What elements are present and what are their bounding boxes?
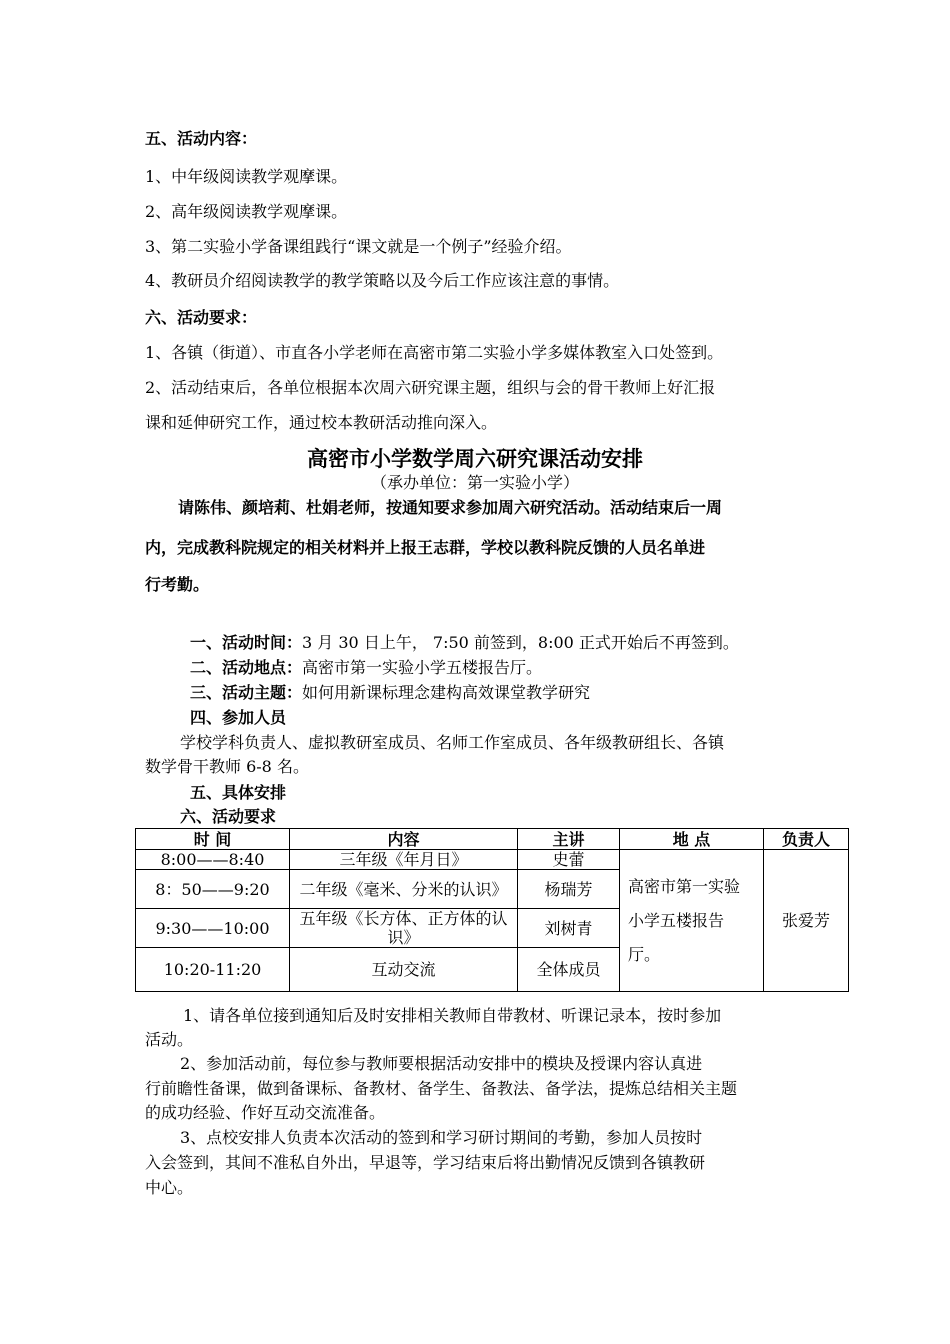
requirement-line: 1、请各单位接到通知后及时安排相关教师自带教材、听课记录本，按时参加 — [183, 1006, 722, 1025]
activity-theme-label: 三、活动主题： — [190, 683, 303, 702]
requirement-line: 3、点校安排人负责本次活动的签到和学习研讨期间的考勤，参加人员按时 — [180, 1128, 703, 1147]
speaker-cell: 刘树青 — [518, 909, 620, 948]
venue-cell: 高密市第一实验小学五楼报告厅。 — [620, 850, 764, 992]
time-cell: 8：50——9:20 — [136, 870, 290, 909]
content-cell: 二年级《毫米、分米的认识》 — [290, 870, 518, 909]
activity-place-value: 高密市第一实验小学五楼报告厅。 — [302, 658, 543, 677]
speaker-cell: 全体成员 — [518, 948, 620, 992]
activity-theme-value: 如何用新课标理念建构高效课堂教学研究 — [302, 683, 591, 702]
content-cell: 五年级《长方体、正方体的认识》 — [290, 909, 518, 948]
requirement-line: 2、参加活动前，每位参与教师要根据活动安排中的模块及授课内容认真进 — [180, 1054, 703, 1073]
requirement-line: 活动。 — [145, 1030, 194, 1049]
requirement-line: 入会签到，其间不准私自外出，早退等，学习结束后将出勤情况反馈到各镇教研 — [145, 1153, 706, 1172]
list-item: 1、中年级阅读教学观摩课。 — [145, 167, 348, 186]
speaker-cell: 杨瑞芳 — [518, 870, 620, 909]
list-item: 4、教研员介绍阅读教学的教学策略以及今后工作应该注意的事情。 — [145, 271, 620, 290]
people-line: 学校学科负责人、虚拟教研室成员、名师工作室成员、各年级教研组长、各镇 — [180, 733, 725, 752]
activity-theme — [190, 680, 590, 703]
time-cell: 10:20-11:20 — [136, 948, 290, 992]
schedule-heading: 五、具体安排 — [190, 783, 287, 802]
people-heading: 四、参加人员 — [190, 708, 287, 727]
speaker-cell: 史蕾 — [518, 850, 620, 870]
table-row — [136, 850, 849, 870]
page-title: 高密市小学数学周六研究课活动安排 — [307, 446, 643, 471]
requirements-heading: 六、活动要求 — [180, 807, 277, 826]
column-header: 时 间 — [136, 829, 290, 850]
activity-time-label: 一、活动时间： — [190, 633, 303, 652]
activity-place — [190, 655, 542, 678]
section-five-heading: 五、活动内容： — [145, 129, 258, 148]
requirement-line: 1、各镇（街道）、市直各小学老师在高密市第二实验小学多媒体教室入口处签到。 — [145, 343, 724, 362]
time-cell: 8:00——8:40 — [136, 850, 290, 870]
list-item: 3、第二实验小学备课组践行“课文就是一个例子”经验介绍。 — [145, 237, 572, 256]
page-subtitle: （承办单位：第一实验小学） — [370, 473, 579, 492]
schedule-table — [135, 828, 849, 992]
column-header: 负责人 — [764, 829, 849, 850]
notice-line: 行考勤。 — [145, 575, 210, 594]
notice-line: 内，完成教科院规定的相关材料并上报王志群，学校以教科院反馈的人员名单进 — [145, 538, 706, 557]
column-header: 地 点 — [620, 829, 764, 850]
people-line: 数学骨干教师 6-8 名。 — [145, 757, 309, 776]
requirement-line: 的成功经验、作好互动交流准备。 — [145, 1103, 386, 1122]
list-item: 2、高年级阅读教学观摩课。 — [145, 202, 348, 221]
notice-line: 请陈伟、颜培莉、杜娟老师，按通知要求参加周六研究活动。活动结束后一周 — [178, 498, 723, 517]
owner-cell: 张爱芳 — [764, 850, 849, 992]
activity-time-value: 3 月 30 日上午， 7:50 前签到，8:00 正式开始后不再签到。 — [302, 633, 739, 652]
requirement-line: 行前瞻性备课，做到备课标、备教材、备学生、备教法、备学法，提炼总结相关主题 — [145, 1079, 738, 1098]
section-six-heading: 六、活动要求： — [145, 308, 258, 327]
requirement-line: 中心。 — [145, 1178, 194, 1197]
requirement-line: 2、活动结束后，各单位根据本次周六研究课主题，组织与会的骨干教师上好汇报 — [145, 378, 716, 397]
activity-time — [190, 630, 739, 653]
table-header-row — [136, 829, 849, 850]
time-cell: 9:30——10:00 — [136, 909, 290, 948]
requirement-line: 课和延伸研究工作，通过校本教研活动推向深入。 — [145, 413, 498, 432]
content-cell: 互动交流 — [290, 948, 518, 992]
column-header: 主讲 — [518, 829, 620, 850]
activity-place-label: 二、活动地点： — [190, 658, 303, 677]
content-cell: 三年级《年月日》 — [290, 850, 518, 870]
column-header: 内容 — [290, 829, 518, 850]
